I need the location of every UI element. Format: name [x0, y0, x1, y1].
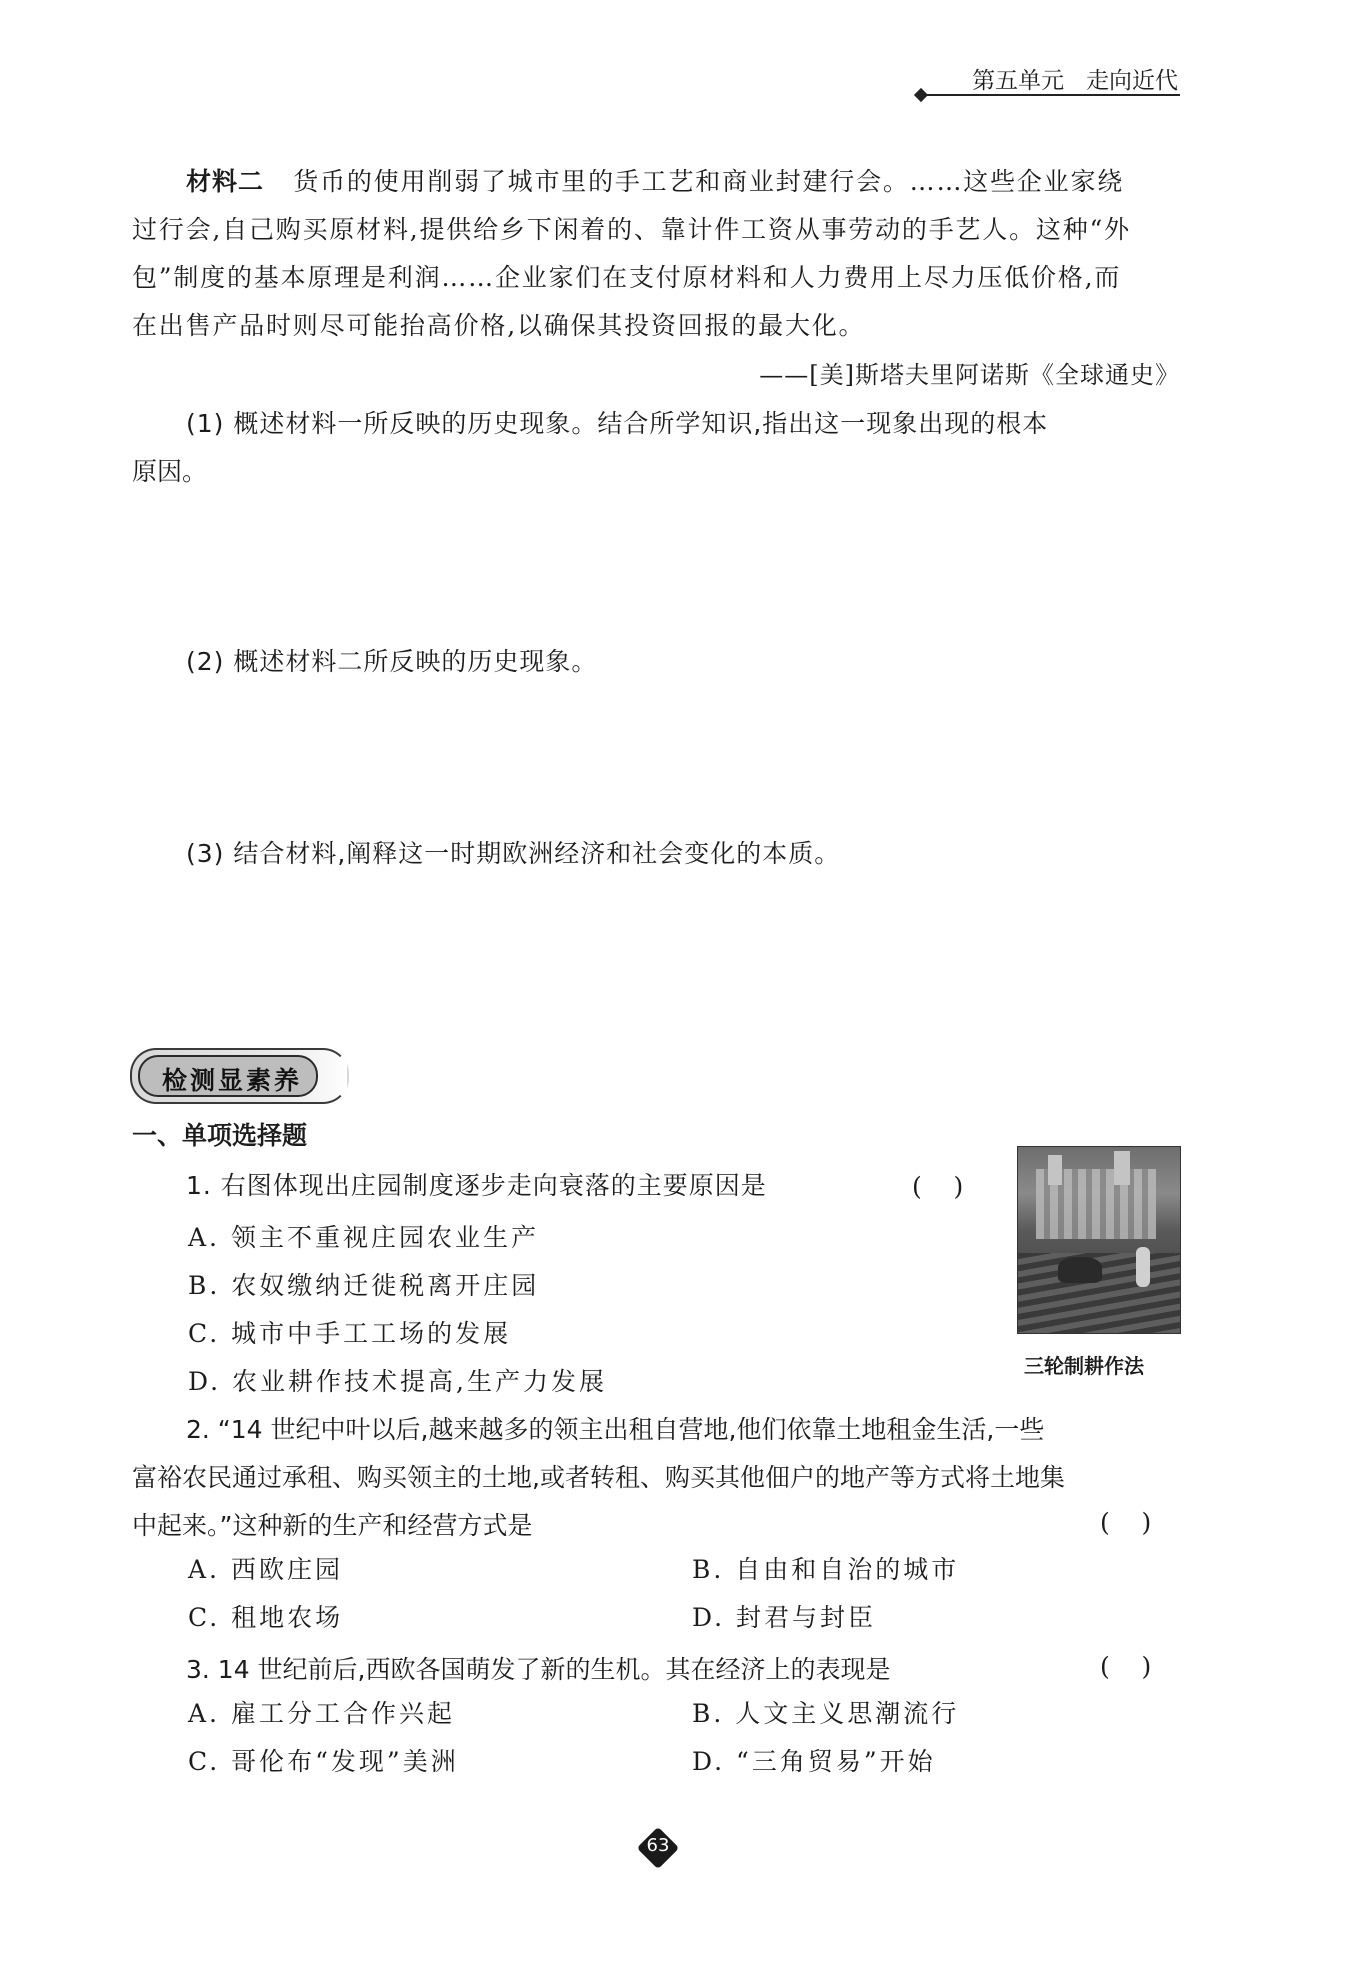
- mc2-line-3: 中起来。”这种新的生产和经营方式是: [132, 1511, 533, 1540]
- mc2-line-2: 富裕农民通过承租、购买领主的土地,或者转租、购买其他佃户的地产等方式将土地集: [132, 1463, 1065, 1492]
- mc3-answer-bracket[interactable]: ( ): [1100, 1652, 1152, 1681]
- section-title: 一、单项选择题: [132, 1121, 308, 1150]
- mc1-option-c[interactable]: C. 城市中手工工场的发展: [188, 1319, 512, 1348]
- material2-label: 材料二: [186, 167, 265, 196]
- image-caption: 三轮制耕作法: [1024, 1354, 1144, 1378]
- mc1-option-d[interactable]: D. 农业耕作技术提高,生产力发展: [188, 1367, 607, 1396]
- question-3: (3) 结合材料,阐释这一时期欧洲经济和社会变化的本质。: [186, 839, 841, 868]
- material2-line-2: 过行会,自己购买原材料,提供给乡下闲着的、靠计件工资从事劳动的手艺人。这种“外: [132, 215, 1131, 244]
- mc2-answer-bracket[interactable]: ( ): [1100, 1508, 1152, 1537]
- three-field-farming-image: [1017, 1146, 1181, 1334]
- header-title: 走向近代: [1086, 68, 1178, 94]
- mc1-option-a[interactable]: A. 领主不重视庄园农业生产: [188, 1223, 539, 1252]
- image-tower: [1114, 1151, 1130, 1185]
- image-horse: [1058, 1257, 1102, 1283]
- image-tower: [1048, 1155, 1062, 1185]
- mc2-option-c[interactable]: C. 租地农场: [188, 1603, 344, 1632]
- mc1-answer-bracket[interactable]: ( ): [912, 1172, 964, 1201]
- page-number-badge: [636, 1826, 680, 1870]
- section-badge-pill: [138, 1055, 318, 1097]
- page-number: 63: [646, 1835, 670, 1856]
- mc3-option-b[interactable]: B. 人文主义思潮流行: [692, 1699, 960, 1728]
- header-text: [972, 62, 1178, 95]
- mc3-option-a[interactable]: A. 雇工分工合作兴起: [188, 1699, 455, 1728]
- mc3-option-d[interactable]: D. “三角贸易”开始: [692, 1747, 936, 1776]
- running-header: [912, 64, 1180, 104]
- mc3-option-c[interactable]: C. 哥伦布“发现”美洲: [188, 1747, 459, 1776]
- image-farmer: [1136, 1247, 1150, 1287]
- material2-line-4: 在出售产品时则尽可能抬高价格,以确保其投资回报的最大化。: [132, 311, 866, 340]
- mc2-option-b[interactable]: B. 自由和自治的城市: [692, 1555, 960, 1584]
- mc2-option-a[interactable]: A. 西欧庄园: [188, 1555, 343, 1584]
- question-1-line-1: (1) 概述材料一所反映的历史现象。结合所学知识,指出这一现象出现的根本: [186, 409, 1049, 438]
- section-badge-label: 检测显素养: [162, 1066, 303, 1095]
- question-1-line-2: 原因。: [132, 457, 208, 486]
- material2-line-1: [186, 158, 1124, 206]
- header-unit: 第五单元: [972, 68, 1065, 94]
- mc1-stem: 1. 右图体现出庄园制度逐步走向衰落的主要原因是: [186, 1171, 767, 1200]
- question-2: (2) 概述材料二所反映的历史现象。: [186, 647, 598, 676]
- mc3-stem: 3. 14 世纪前后,西欧各国萌发了新的生机。其在经济上的表现是: [186, 1655, 891, 1684]
- material2-text-1: 货币的使用削弱了城市里的手工艺和商业封建行会。……这些企业家绕: [293, 167, 1125, 196]
- mc1-option-b[interactable]: B. 农奴缴纳迁徙税离开庄园: [188, 1271, 540, 1300]
- material2-line-3: 包”制度的基本原理是利润……企业家们在支付原材料和人力费用上尽力压低价格,而: [132, 263, 1122, 292]
- section-badge: [130, 1048, 349, 1104]
- mc2-option-d[interactable]: D. 封君与封臣: [692, 1603, 877, 1632]
- mc2-line-1: 2. “14 世纪中叶以后,越来越多的领主出租自营地,他们依靠土地租金生活,一些: [186, 1415, 1045, 1444]
- material2-source: ——[美]斯塔夫里阿诺斯《全球通史》: [759, 361, 1180, 389]
